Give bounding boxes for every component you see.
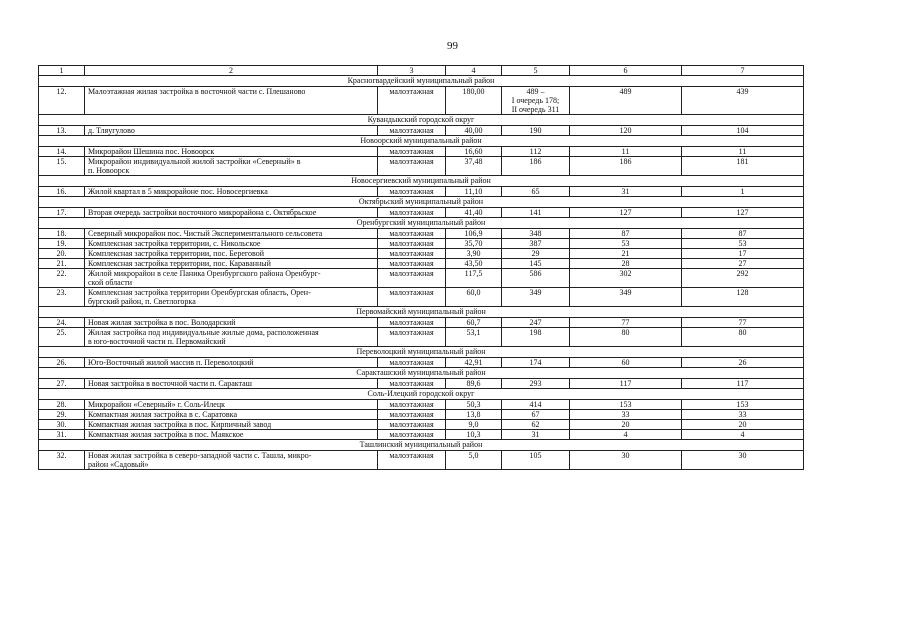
object-name: Жилой микрорайон в селе Паника Оренбургского района Оренбург- ской области (85, 269, 378, 288)
region-row (39, 368, 804, 379)
building-type: малоэтажная (378, 430, 446, 440)
table-row (39, 379, 804, 389)
area-value: 50,3 (446, 400, 502, 410)
region-row (39, 440, 804, 451)
area-value: 53,1 (446, 328, 502, 347)
building-type: малоэтажная (378, 208, 446, 218)
column-5-value: 348 (502, 229, 570, 239)
area-value: 16,60 (446, 147, 502, 157)
object-name: Компактная жилая застройка в пос. Маякское (85, 430, 378, 440)
column-5-value: 489 – I очередь 178; II очередь 311 (502, 87, 570, 115)
building-type: малоэтажная (378, 379, 446, 389)
region-row (39, 347, 804, 358)
header-cell: 7 (682, 66, 804, 76)
header-cell: 3 (378, 66, 446, 76)
object-name: д. Тляугулово (85, 126, 378, 136)
row-number: 23. (39, 288, 85, 307)
column-5-value: 141 (502, 208, 570, 218)
page-number: 99 (447, 40, 458, 52)
column-6-value: 28 (570, 259, 682, 269)
table-row (39, 328, 804, 347)
region-title: Переволоцкий муниципальный район (39, 347, 804, 358)
building-type: малоэтажная (378, 328, 446, 347)
column-6-value: 302 (570, 269, 682, 288)
building-type: малоэтажная (378, 187, 446, 197)
column-7-value: 4 (682, 430, 804, 440)
column-6-value: 120 (570, 126, 682, 136)
object-name: Малоэтажная жилая застройка в восточной части с. Плешаново (85, 87, 378, 115)
table-row (39, 451, 804, 470)
region-row (39, 307, 804, 318)
column-6-value: 87 (570, 229, 682, 239)
row-number: 15. (39, 157, 85, 176)
object-name: Юго-Восточный жилой массив п. Переволоцкий (85, 358, 378, 368)
row-number: 29. (39, 410, 85, 420)
region-title: Новоорский муниципальный район (39, 136, 804, 147)
column-7-value: 87 (682, 229, 804, 239)
column-7-value: 128 (682, 288, 804, 307)
building-type: малоэтажная (378, 229, 446, 239)
column-5-value: 145 (502, 259, 570, 269)
row-number: 31. (39, 430, 85, 440)
column-6-value: 21 (570, 249, 682, 259)
table-row (39, 269, 804, 288)
column-5-value: 174 (502, 358, 570, 368)
column-5-value: 112 (502, 147, 570, 157)
column-7-value: 181 (682, 157, 804, 176)
row-number: 28. (39, 400, 85, 410)
row-number: 26. (39, 358, 85, 368)
column-6-value: 33 (570, 410, 682, 420)
building-type: малоэтажная (378, 249, 446, 259)
column-7-value: 104 (682, 126, 804, 136)
row-number: 32. (39, 451, 85, 470)
building-type: малоэтажная (378, 157, 446, 176)
table-row (39, 229, 804, 239)
area-value: 5,0 (446, 451, 502, 470)
object-name: Микрорайон Шешина пос. Новоорск (85, 147, 378, 157)
building-type: малоэтажная (378, 400, 446, 410)
header-cell: 1 (39, 66, 85, 76)
row-number: 20. (39, 249, 85, 259)
region-title: Новосергиевский муниципальный район (39, 176, 804, 187)
column-5-value: 29 (502, 249, 570, 259)
object-name: Жилой квартал в 5 микрорайоне пос. Новосергиевка (85, 187, 378, 197)
column-7-value: 292 (682, 269, 804, 288)
building-type: малоэтажная (378, 318, 446, 328)
column-6-value: 30 (570, 451, 682, 470)
building-type: малоэтажная (378, 147, 446, 157)
column-7-value: 11 (682, 147, 804, 157)
column-6-value: 31 (570, 187, 682, 197)
column-5-value: 31 (502, 430, 570, 440)
column-5-value: 293 (502, 379, 570, 389)
row-number: 27. (39, 379, 85, 389)
region-title: Саракташский муниципальный район (39, 368, 804, 379)
table-row (39, 430, 804, 440)
column-5-value: 62 (502, 420, 570, 430)
area-value: 10,3 (446, 430, 502, 440)
row-number: 18. (39, 229, 85, 239)
column-7-value: 77 (682, 318, 804, 328)
header-cell: 2 (85, 66, 378, 76)
building-type: малоэтажная (378, 410, 446, 420)
building-type: малоэтажная (378, 87, 446, 115)
region-title: Красногвардейский муниципальный район (39, 76, 804, 87)
header-cell: 4 (446, 66, 502, 76)
row-number: 25. (39, 328, 85, 347)
area-value: 60,7 (446, 318, 502, 328)
header-cell: 5 (502, 66, 570, 76)
region-row (39, 218, 804, 229)
row-number: 13. (39, 126, 85, 136)
column-6-value: 60 (570, 358, 682, 368)
column-5-value: 247 (502, 318, 570, 328)
column-7-value: 17 (682, 249, 804, 259)
column-5-value: 105 (502, 451, 570, 470)
object-name: Микрорайон «Северный» г. Соль-Илецк (85, 400, 378, 410)
header-row (39, 66, 804, 76)
column-6-value: 77 (570, 318, 682, 328)
table-row (39, 288, 804, 307)
column-7-value: 33 (682, 410, 804, 420)
building-type: малоэтажная (378, 126, 446, 136)
region-title: Ташлинский муниципальный район (39, 440, 804, 451)
object-name: Компактная жилая застройка в пос. Кирпичный завод (85, 420, 378, 430)
object-name: Комплексная застройка территории, пос. Караванный (85, 259, 378, 269)
table-row (39, 239, 804, 249)
column-6-value: 186 (570, 157, 682, 176)
region-title: Первомайский муниципальный район (39, 307, 804, 318)
column-6-value: 53 (570, 239, 682, 249)
table-row (39, 208, 804, 218)
region-title: Октябрьский муниципальный район (39, 197, 804, 208)
column-7-value: 117 (682, 379, 804, 389)
column-5-value: 67 (502, 410, 570, 420)
row-number: 12. (39, 87, 85, 115)
region-row (39, 136, 804, 147)
column-5-value: 190 (502, 126, 570, 136)
area-value: 43,50 (446, 259, 502, 269)
table-row (39, 358, 804, 368)
area-value: 180,00 (446, 87, 502, 115)
region-row (39, 197, 804, 208)
column-7-value: 439 (682, 87, 804, 115)
area-value: 40,00 (446, 126, 502, 136)
column-6-value: 489 (570, 87, 682, 115)
region-row (39, 389, 804, 400)
area-value: 117,5 (446, 269, 502, 288)
table-row (39, 157, 804, 176)
row-number: 22. (39, 269, 85, 288)
column-5-value: 414 (502, 400, 570, 410)
row-number: 30. (39, 420, 85, 430)
building-type: малоэтажная (378, 259, 446, 269)
column-7-value: 30 (682, 451, 804, 470)
row-number: 19. (39, 239, 85, 249)
header-cell: 6 (570, 66, 682, 76)
column-6-value: 127 (570, 208, 682, 218)
row-number: 16. (39, 187, 85, 197)
column-5-value: 186 (502, 157, 570, 176)
column-6-value: 11 (570, 147, 682, 157)
column-6-value: 4 (570, 430, 682, 440)
column-5-value: 65 (502, 187, 570, 197)
building-type: малоэтажная (378, 358, 446, 368)
column-7-value: 153 (682, 400, 804, 410)
region-title: Кувандыкский городской округ (39, 115, 804, 126)
region-row (39, 176, 804, 187)
column-5-value: 198 (502, 328, 570, 347)
table-row (39, 87, 804, 115)
column-7-value: 1 (682, 187, 804, 197)
area-value: 106,9 (446, 229, 502, 239)
column-7-value: 53 (682, 239, 804, 249)
object-name: Вторая очередь застройки восточного микрорайона с. Октябрьское (85, 208, 378, 218)
table-row (39, 147, 804, 157)
region-title: Соль-Илецкий городской округ (39, 389, 804, 400)
column-6-value: 80 (570, 328, 682, 347)
building-type: малоэтажная (378, 239, 446, 249)
table-row (39, 318, 804, 328)
area-value: 60,0 (446, 288, 502, 307)
building-type: малоэтажная (378, 420, 446, 430)
area-value: 41,40 (446, 208, 502, 218)
table-row (39, 410, 804, 420)
building-type: малоэтажная (378, 288, 446, 307)
object-name: Компактная жилая застройка в с. Саратовка (85, 410, 378, 420)
column-6-value: 20 (570, 420, 682, 430)
area-value: 11,10 (446, 187, 502, 197)
column-5-value: 586 (502, 269, 570, 288)
area-value: 37,48 (446, 157, 502, 176)
table-row (39, 420, 804, 430)
row-number: 24. (39, 318, 85, 328)
object-name: Комплексная застройка территории Оренбургская область, Орен- бургский район, п. Светлогорка (85, 288, 378, 307)
region-title: Оренбургский муниципальный район (39, 218, 804, 229)
table-row (39, 126, 804, 136)
area-value: 42,91 (446, 358, 502, 368)
object-name: Новая жилая застройка в северо-западной части с. Ташла, микро- район «Садовый» (85, 451, 378, 470)
table-row (39, 249, 804, 259)
table-row (39, 259, 804, 269)
column-7-value: 26 (682, 358, 804, 368)
column-6-value: 117 (570, 379, 682, 389)
column-5-value: 387 (502, 239, 570, 249)
column-5-value: 349 (502, 288, 570, 307)
column-7-value: 80 (682, 328, 804, 347)
column-7-value: 20 (682, 420, 804, 430)
table-row (39, 400, 804, 410)
area-value: 13,8 (446, 410, 502, 420)
row-number: 21. (39, 259, 85, 269)
column-7-value: 27 (682, 259, 804, 269)
table-row (39, 187, 804, 197)
object-name: Жилая застройка под индивидуальные жилые дома, расположенная в юго-восточной части п. Первомайский (85, 328, 378, 347)
area-value: 3,90 (446, 249, 502, 259)
area-value: 89,6 (446, 379, 502, 389)
object-name: Северный микрорайон пос. Чистый Экспериментального сельсовета (85, 229, 378, 239)
area-value: 9,0 (446, 420, 502, 430)
object-name: Комплексная застройка территории, с. Никольское (85, 239, 378, 249)
building-type: малоэтажная (378, 269, 446, 288)
row-number: 17. (39, 208, 85, 218)
region-row (39, 76, 804, 87)
object-name: Комплексная застройка территории, пос. Береговой (85, 249, 378, 259)
housing-table (38, 65, 804, 470)
column-6-value: 349 (570, 288, 682, 307)
row-number: 14. (39, 147, 85, 157)
area-value: 35,70 (446, 239, 502, 249)
column-7-value: 127 (682, 208, 804, 218)
column-6-value: 153 (570, 400, 682, 410)
building-type: малоэтажная (378, 451, 446, 470)
object-name: Новая жилая застройка в пос. Володарский (85, 318, 378, 328)
region-row (39, 115, 804, 126)
object-name: Микрорайон индивидуальной жилой застройки «Северный» в п. Новоорск (85, 157, 378, 176)
object-name: Новая застройка в восточной части п. Саракташ (85, 379, 378, 389)
